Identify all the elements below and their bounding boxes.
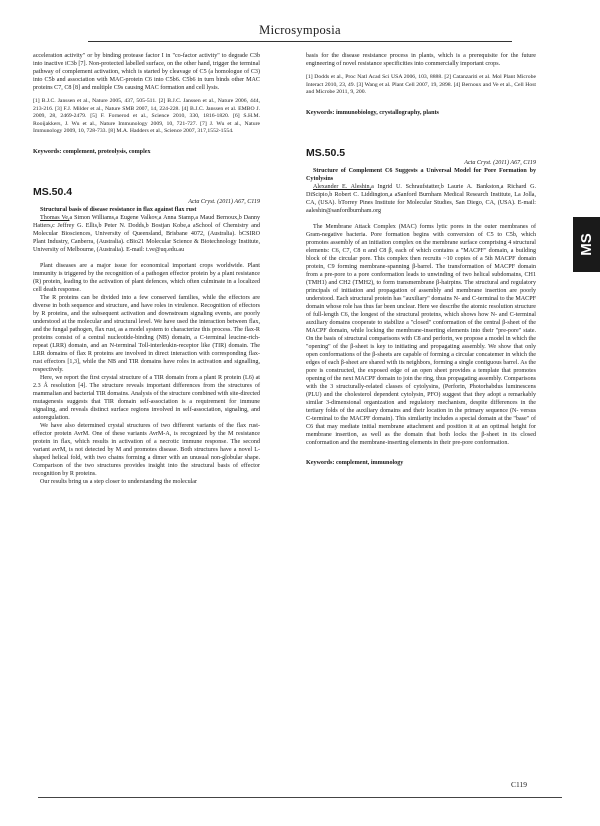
section-tab-label: MS: [578, 233, 595, 256]
page-number: C119: [511, 780, 527, 789]
section-tab: [573, 217, 600, 272]
body-paragraph: We have also determined crystal structures of two different variants of the flax rust-effector protein AvrM. One of these variants AvrM-A, is recognized by the M resistance protein in flax, which results in activation of a necrotic immune response. The second variant avrM, is not detected by M and promotes disease. Both structures have a novel L-shaped helical fold, with two chains forming a dimer with an unusual non-globular shape. Comparison of the two structures provides insight into the structural basis of effector recognition by R proteins.: [33, 422, 260, 477]
left-column: [33, 52, 260, 486]
authors-affiliations: [33, 214, 260, 254]
body-paragraph: Our results bring us a step closer to understanding the molecular: [40, 478, 198, 485]
page-header: [0, 0, 600, 40]
citation: Acta Cryst. (2011) A67, C119: [464, 159, 536, 166]
keywords: Keywords: immunobiology, crystallography, plants: [306, 109, 439, 116]
continued-text: basis for the disease resistance process in plants, which is a prerequisite for the future engineering of novel resistance specificities into commercially important crops.: [306, 53, 536, 67]
references: [306, 74, 536, 97]
presenting-author: Thomas Ve,: [40, 214, 70, 221]
continued-text: acceleration activity" or by binding protease factor I in "co-factor activity" to degrade C3b into inactive iC3b [7]. Non-protected labelled surface, on the other hand, trigger the terminal pathway of complement activation, which is started by cleavage of C5 (a homologue of C3) into C5b and association with MAC-protein C6 into C5b6. C5b6 in turn binds other MAC proteins C7, C8 [8] and multiple C9s causing MAC formation and cell lysis.: [33, 53, 260, 91]
header-rule: [88, 41, 512, 42]
footer-rule: [38, 797, 562, 798]
body-paragraph: The R proteins can be divided into a few conserved families, while the effectors are diverse in both sequence and structure, and have roles in virulence. Recognition of effectors by R proteins, and the subsequent activation and downstream signaling events, are poorly understood at the molecular and structural level. We have used the interaction between flax, and the fungal pathogen, flax rust, as a model system to characterize this process. The flax-R proteins consist of a central nucleotide-binding (NB) domain, a C-terminal leucine-rich-repeat (LRR) domain, and an N-terminal Toll-interleukin-receptor like (TIR) domain. The LRR domains of flax R proteins are involved in direct interaction with corresponding flax-rust effectors [1,3], while the NB and TIR domains have roles in activation and signalling, respectively.: [33, 294, 260, 373]
keywords: Keywords: complement, proteolysis, complex: [33, 148, 151, 155]
right-column: [306, 52, 536, 467]
body-paragraph: The Membrane Attack Complex (MAC) forms lytic pores in the outer membranes of Gram-negative bacteria. Pore formation begins with conversion of C5 to C5b, which promotes assembly of an initiation complex on the membrane surface comprising 4 structural elements: C6, C7, C8 α and C8 β, each of which contains a "MACPF" domain, a building block of the circular pore. This complex then recruits ~10 copies of a 5th MACPF domain protein, C9 forming membrane-spanning β-barrel. The transformation of MACPF domain from a pre-pore to a pore conformation leads to unwinding of two helical subdomains, CH1 (TMH1) and CH2 (TMH2), to form transmembrane β-hairpins. The structural and regulatory principals of initiation and propagation of assembly and membrane insertion are poorly understood. Each structural protein has "auxiliary" domains N- and C-terminal to the MACPF domain whose role has thus far been unclear. Here we describe the atomic resolution structure of full-length C6, the longest of the structural proteins, which shows how N- and C-terminal auxiliary domains cooperate to stabilize a "closed" conformation of the central β-sheet of the MACPF domain, while locking the membrane-inserting elements into their "pre-pore" state. On the basis of structural comparisons with C8 and perforin, we propose a model in which the "opening" of the β-sheet is key to initiating and propagating assembly. We show that only open conformations of the β-sheets are capable of forming a circular concatemer in which the edges of each β-sheet are shared with its neighbors, forming a single contiguous barrel. As the pore is constructed, the exposed edge of an open sheet provides a template that promotes opening of the next MACPF domain to join the ring, thus propagating assembly. Comparisons with the 3 structurally-related classes of cytolysins, (Perforin, Photorhabdus luminescens (PLU) and the cholesterol dependent cytolysin, PFO) suggest that they adopt a remarkably similar 3-dimensional organization and regulatory mechanism, despite differences in the tertiary folds of the auxiliary domains and their location in the primary sequence (N- versus C-terminal to the MACPF domain). This similarity includes a special domain at the "base" of C6 that may mediate initial membrane attachment and position it at an optimal height for membrane insertion, as well as the domain that both locks the β-sheet in its closed conformation and the membrane-inserting elements in their pre-pore conformation.: [306, 223, 536, 446]
author-list: a Ingrid U. Schraufstatter,b Laurie A. Bankston,a Richard G. DiScipio,b Robert C. Liddington,a aSanford Burnham Medical Research Institute, La Jolla, CA, (USA). bTorrey Pines Institute for Molecular Studies, San Diego, CA, (USA). E-mail: aaleshin@sanfordburnham.org: [306, 183, 536, 214]
running-title: Microsymposia: [259, 23, 341, 37]
references: [33, 98, 260, 136]
abstract-title: Structure of Complement C6 Suggests a Universal Model for Pore Formation by Cytolysins: [306, 167, 536, 182]
keywords-second: Keywords: complement, immunology: [306, 459, 404, 466]
body-paragraph: Here, we report the first crystal structure of a TIR domain from a plant R protein (L6) at 2.3 Å resolution [4]. The structure reveals important differences from the structures of mammalian and bacterial TIR domains. Analysis of the structure combined with site-directed mutagenesis suggests that TIR domain self-association is a requirement for immune signaling, and reveals distinct surface regions involved in self-association, signaling, and autoregulation.: [33, 374, 260, 421]
presenting-author: Alexander E. Aleshin,: [313, 183, 372, 190]
body-paragraph: Plant diseases are a major issue for economical important crops worldwide. Plant immunity is triggered by the recognition of a pathogen effector protein by a plant resistance (R) protein, leading to the activation of plant defences, which often culminate in a localized cell death response.: [33, 262, 260, 293]
citation: Acta Cryst. (2011) A67, C119: [188, 198, 260, 205]
abstract-id: MS.50.5: [306, 146, 346, 159]
author-list: a Simon Williams,a Eugene Valkov,a Anna Stamp,a Maud Bernoux,b Danny Hatters,c Jeffrey G. Ellis,b Peter N. Dodds,b Bostjan Kobe,a aSchool of Chemistry and Molecular Biosciences, University of Queensland, Brisbane 4072, (Australia). bCSIRO Plant Industry, Canberra, (Australia). cBio21 Molecular Science & Biotechnology Institute, University of Melbourne, (Australia). E-mail: t.ve@uq.edu.au: [33, 214, 260, 253]
authors-affiliations: [306, 183, 536, 215]
abstract-id: MS.50.4: [33, 185, 73, 198]
reference-list: [1] Dodds et al., Proc Natl Acad Sci USA 2006, 103, 8888. [2] Catanzariti et al. Mol Plant Microbe Interact 2010, 23, 49. [3] Wang et al. Plant Cell 2007, 19, 2898. [4] Bernoux and Ve et al., Cell Host and Microbe 2011, 9, 200.: [306, 74, 536, 96]
abstract-title: Structural basis of disease resistance in flax against flax rust: [40, 206, 197, 213]
reference-list: [1] B.J.C. Janssen et al., Nature 2005, 437, 505-511. [2] B.J.C. Janssen et al., Nature 2006, 444, 213-216. [3] F.J. Milder et al., Nature SMB 2007, 14, 224-228. [4] B.J.C. Janssen et al. EMBO J. 2009, 28, 2469-2479. [5] F. Fornerod et al., Science 2010, 330, 1816-1820. [6] S.H.M. Rooijakkers, J. Wu et al., Nature Immunology 2009, 10, 721-727. [7] J. Wu et al., Nature Immunology 2009, 10, 728-733. [8] M.A. Hadders et al., Science 2007, 317,1552-1554.: [33, 98, 260, 135]
